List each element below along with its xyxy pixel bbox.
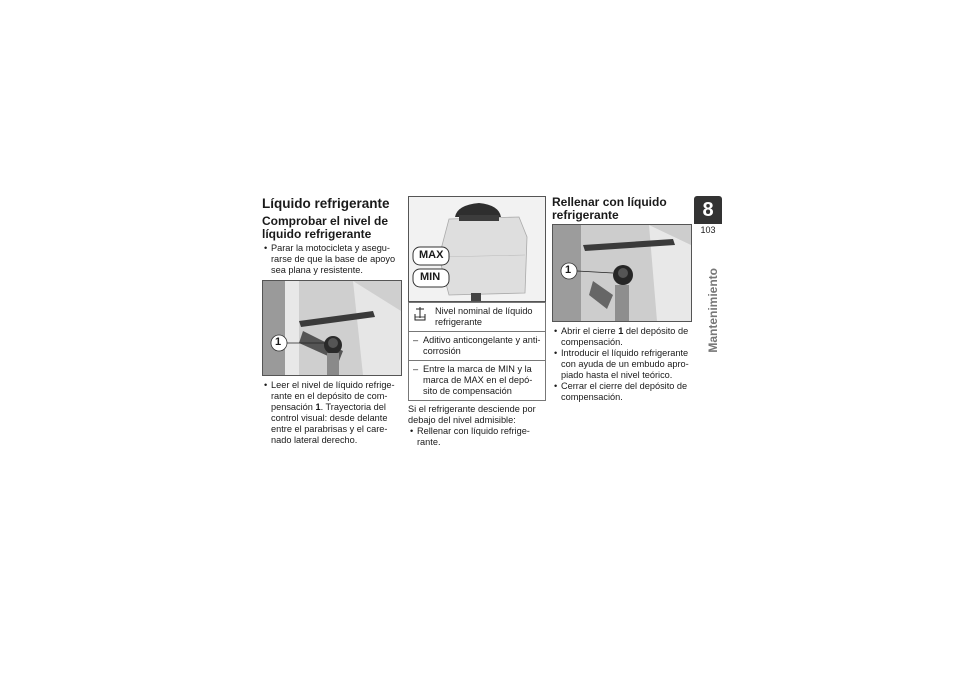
min-mark-label: MIN <box>420 271 441 283</box>
chapter-side-label: Mantenimiento <box>706 268 720 353</box>
figure-cap-view <box>552 224 692 322</box>
column-2 <box>408 196 546 452</box>
list-item: • Parar la motocicleta y asegu-rarse de que la base de apoyo sea plana y resistente. <box>262 243 402 276</box>
column-1 <box>262 196 402 450</box>
column-3 <box>552 196 692 407</box>
coolant-level-icon <box>413 306 435 328</box>
subsection-title-check: Comprobar el nivel de líquido refrigerante <box>262 214 389 241</box>
figure-callout-label: 1 <box>565 264 572 276</box>
chapter-number: 8 <box>694 196 722 224</box>
paragraph: Si el refrigerante desciende por debajo del nivel admisible: <box>408 404 536 425</box>
spec-item: – Entre la marca de MIN y la marca de MAX en el depó-sito de compensación <box>409 360 545 400</box>
spec-item: – Aditivo anticongelante y anti-corrosión <box>409 331 545 360</box>
list-item: • Leer el nivel de líquido refrige-rante en el depósito de com-pensación 1. Trayectoria del control visual: desde delante entre el parabrisas y el care-nado lateral derecho. <box>262 380 402 446</box>
list-item: • Cerrar el cierre del depósito de compensación. <box>552 381 692 403</box>
page-number: 103 <box>700 225 716 235</box>
figure-tank-view <box>262 280 402 376</box>
spec-title: Nivel nominal de líquido refrigerante <box>435 306 533 327</box>
figure-callout-label: 1 <box>275 336 282 348</box>
subsection-title-refill: Rellenar con líquido refrigerante <box>552 195 667 222</box>
spec-box <box>408 302 546 401</box>
max-mark-label: MAX <box>419 249 444 261</box>
section-title: Líquido refrigerante <box>262 196 390 211</box>
list-item: • Introducir el líquido refrigerante con ayuda de un embudo apro-piado hasta el nivel teórico. <box>552 348 692 381</box>
bullet-list-a <box>262 243 402 276</box>
bullet-list-b <box>262 380 402 446</box>
bullet-list <box>408 426 546 448</box>
chapter-tab <box>694 196 722 236</box>
bullet-list <box>552 326 692 403</box>
spec-title-row <box>409 302 545 331</box>
figure-reservoir-marks <box>408 196 546 302</box>
list-item: • Abrir el cierre 1 del depósito de compensación. <box>552 326 692 348</box>
list-item: • Rellenar con líquido refrige-rante. <box>408 426 546 448</box>
